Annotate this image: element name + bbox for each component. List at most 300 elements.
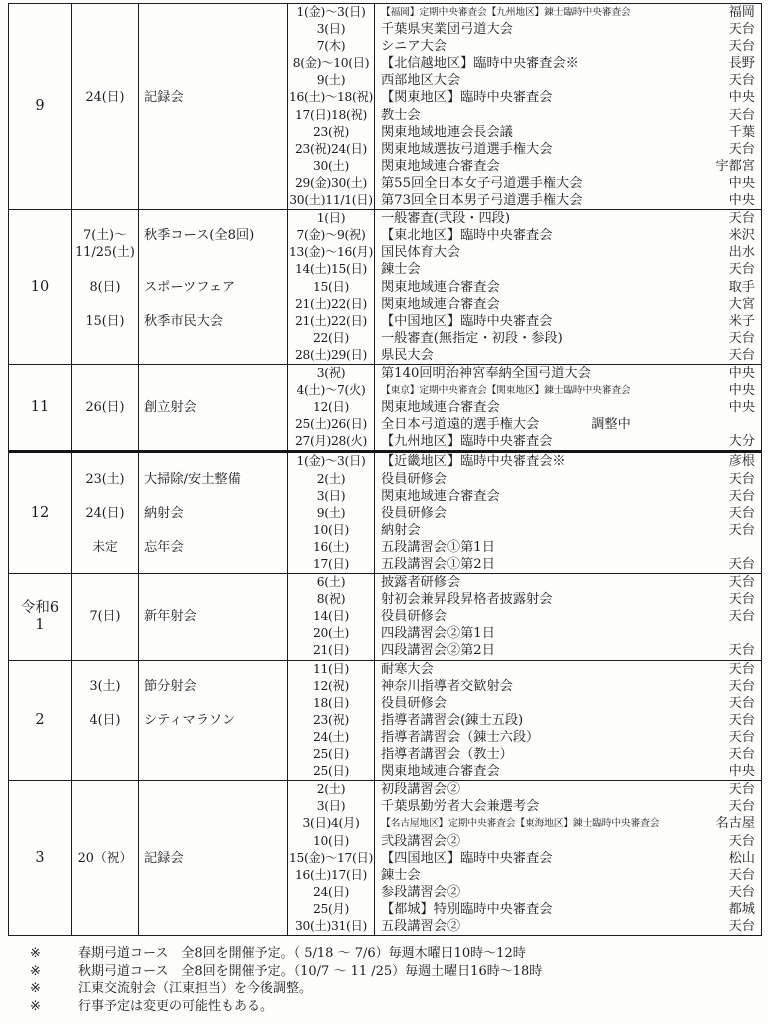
club-date (72, 55, 138, 72)
schedule-date: 15(日) (312, 279, 350, 294)
schedule-date: 10(日) (312, 522, 350, 537)
event-column (374, 661, 761, 781)
club-date (72, 884, 138, 901)
schedule-date-column (287, 4, 374, 209)
event-location: 天台 (728, 22, 755, 38)
month-label: 1 (35, 616, 45, 633)
schedule-row (375, 712, 761, 729)
club-date (72, 261, 138, 278)
event-location: 天台 (728, 799, 755, 815)
club-event (139, 21, 287, 38)
club-event: 忘年会 (144, 539, 184, 555)
footnote-text: 春期弓道コース 全8回を開催予定。（ 5/18 ～ 7/6）毎週木曜日10時～12時 (78, 946, 526, 961)
schedule-row (375, 729, 761, 746)
event-title: 関東地域連合審査会 (381, 279, 500, 295)
club-date (72, 815, 138, 832)
event-title: 【都城】特別臨時中央審査会 (381, 901, 553, 917)
club-date: 20（祝） (77, 850, 133, 866)
club-event (139, 296, 287, 313)
footnote-marker: ※ (30, 946, 41, 961)
club-event: 新年射会 (144, 609, 197, 625)
event-location: 千葉 (728, 124, 755, 140)
schedule-row (375, 505, 761, 522)
schedule-row (375, 453, 761, 470)
event-title: 関東地域連合審査会 (381, 400, 500, 416)
club-date-column (71, 4, 138, 209)
schedule-date: 24(土) (312, 729, 350, 744)
schedule-row (375, 918, 761, 935)
club-event (139, 453, 287, 470)
club-event (139, 488, 287, 505)
club-date (72, 72, 138, 89)
schedule-date: 21(土)22(日) (294, 313, 368, 328)
event-title: 国民体育大会 (381, 245, 461, 261)
schedule-date: 30(土)31(日) (294, 918, 368, 933)
footnote-line (30, 980, 542, 998)
schedule-date: 21(日) (312, 643, 350, 658)
event-title: 五段講習会①第1日 (381, 539, 495, 555)
schedule-date: 4(土)～7(火) (296, 383, 366, 398)
event-location: 米子 (728, 313, 755, 329)
club-event (139, 433, 287, 450)
schedule-row (375, 695, 761, 712)
schedule-date: 30(土)11/1(日) (289, 193, 373, 208)
schedule-date: 2(土) (316, 471, 346, 486)
schedule-row (375, 556, 761, 573)
club-event (139, 625, 287, 642)
club-date (72, 107, 138, 124)
club-event (139, 763, 287, 780)
event-title: 千葉県勤労者大会兼選考会 (381, 799, 540, 815)
club-event (139, 330, 287, 347)
club-event (139, 918, 287, 935)
schedule-date: 7(金)～9(祝) (296, 228, 366, 243)
club-date (72, 382, 138, 399)
schedule-row (375, 815, 761, 832)
event-title: シニア大会 (381, 39, 447, 55)
schedule-row (375, 471, 761, 488)
club-event: 節分射会 (144, 678, 197, 694)
schedule-date: 11(日) (312, 661, 350, 676)
schedule-date: 23(祝) (312, 124, 350, 139)
club-event (139, 347, 287, 364)
schedule-row (375, 89, 761, 106)
event-location: 中央 (728, 365, 755, 381)
month-section (9, 573, 761, 659)
schedule-row (375, 158, 761, 175)
event-column (374, 574, 761, 659)
event-location: 都城 (728, 901, 755, 917)
schedule-date: 9(土) (316, 73, 346, 88)
event-title: 五段講習会①第2日 (381, 557, 495, 572)
schedule-row (375, 399, 761, 416)
event-title: 指導者講習会（教士） (381, 747, 513, 763)
club-event (139, 729, 287, 746)
club-date (72, 21, 138, 38)
schedule-date: 7(木) (316, 39, 346, 54)
club-date-column (71, 453, 138, 573)
schedule-row (375, 781, 761, 798)
schedule-row (375, 261, 761, 278)
event-title: 一般審査(弐段・四段) (381, 211, 510, 227)
schedule-row (375, 210, 761, 227)
event-location: 天台 (728, 661, 755, 677)
schedule-date: 27(月)28(火) (294, 434, 368, 449)
schedule-date: 16(土) (312, 539, 350, 554)
schedule-date: 25(月) (312, 901, 350, 916)
event-title: 全日本弓道遠的選手権大会 調整中 (381, 417, 631, 433)
schedule-row (375, 522, 761, 539)
event-location: 天台 (728, 747, 755, 763)
event-location: 中央 (728, 383, 755, 399)
event-title: 錬士会 (381, 262, 421, 278)
club-date (72, 38, 138, 55)
month-cell (9, 4, 71, 209)
event-title: 第55回全日本女子弓道選手権大会 (381, 175, 583, 191)
event-title: 【関東地区】臨時中央審査会 (381, 90, 553, 106)
club-date (72, 347, 138, 364)
club-date (72, 556, 138, 573)
club-date: 26(日) (85, 400, 125, 416)
event-location: 天台 (728, 262, 755, 278)
schedule-row (375, 833, 761, 850)
club-date: 未定 (92, 539, 118, 555)
month-cell (9, 210, 71, 364)
event-title: 【東京】定期中央審査会【関東地区】錬士臨時中央審査会 (381, 385, 631, 397)
club-date (72, 642, 138, 659)
club-date (72, 453, 138, 470)
status-note: 調整中 (591, 417, 631, 433)
club-event (139, 642, 287, 659)
footnote-text: 行事予定は変更の可能性もある。 (78, 998, 274, 1014)
event-title: 四段講習会②第1日 (381, 626, 495, 642)
club-date-column (71, 574, 138, 659)
club-event (139, 365, 287, 382)
event-title: 第140回明治神宮奉納全国弓道大会 (381, 365, 591, 381)
event-location: 中央 (728, 193, 755, 209)
month-section (9, 4, 761, 209)
club-date (72, 763, 138, 780)
schedule-row (375, 661, 761, 678)
event-title: 関東地域連合審査会 (381, 764, 500, 780)
club-date-column (71, 210, 138, 364)
club-date (72, 4, 138, 21)
event-location: 天台 (728, 592, 755, 608)
schedule-date: 14(日) (312, 609, 350, 624)
club-event-column (138, 453, 287, 573)
schedule-date: 6(土) (316, 575, 346, 590)
schedule-row (375, 244, 761, 261)
event-title: 千葉県実業団弓道大会 (381, 22, 513, 38)
club-date (72, 798, 138, 815)
schedule-row (375, 678, 761, 695)
footnote-text: 秋期弓道コース 全8回を開催予定。（10/7 ～ 11 /25）毎週土曜日16時～18時 (78, 963, 543, 979)
footnote-marker: ※ (30, 963, 41, 979)
month-cell (9, 365, 71, 450)
event-location: 天台 (728, 782, 755, 798)
club-date: 15(日) (85, 313, 125, 329)
schedule-row (375, 539, 761, 556)
footnote-marker: ※ (30, 998, 41, 1014)
club-date (72, 365, 138, 382)
month-label: 10 (30, 278, 50, 295)
event-title: 四段講習会②第2日 (381, 643, 495, 659)
event-title: 西部地区大会 (381, 73, 461, 89)
schedule-row (375, 884, 761, 901)
club-event (139, 4, 287, 21)
club-date (72, 901, 138, 918)
club-event (139, 55, 287, 72)
club-date (72, 918, 138, 935)
schedule-date: 17(日) (312, 557, 350, 571)
schedule-row (375, 347, 761, 364)
club-date (72, 433, 138, 450)
footnote-line (30, 945, 542, 963)
club-event (139, 884, 287, 901)
schedule-row (375, 141, 761, 158)
club-date-column (71, 781, 138, 935)
event-location: 天台 (728, 211, 755, 227)
event-location: 天台 (728, 347, 755, 363)
event-title: 耐寒大会 (381, 661, 434, 677)
footnotes (30, 945, 542, 1015)
event-location: 天台 (728, 73, 755, 89)
month-section (9, 450, 761, 573)
club-date: 23(土) (85, 471, 125, 487)
event-location: 中央 (728, 764, 755, 780)
event-location: 天台 (728, 609, 755, 625)
schedule-row (375, 488, 761, 505)
event-title: 参段講習会② (381, 884, 461, 900)
club-date (72, 296, 138, 313)
schedule-date: 30(土) (312, 158, 350, 173)
club-event: スポーツフェア (144, 279, 236, 295)
event-location: 福岡 (728, 5, 755, 20)
club-event (139, 124, 287, 141)
event-location: 天台 (728, 522, 755, 538)
event-title: 【北信越地区】臨時中央審査会※ (381, 56, 579, 72)
event-location: 天台 (728, 471, 755, 487)
month-cell (9, 453, 71, 573)
event-location: 中央 (728, 175, 755, 191)
event-location: 天台 (728, 884, 755, 900)
month-label: 9 (35, 98, 45, 115)
club-event (139, 867, 287, 884)
club-event-column (138, 365, 287, 450)
club-event (139, 522, 287, 539)
club-event (139, 695, 287, 712)
schedule-row (375, 313, 761, 330)
schedule-date-column (287, 574, 374, 659)
schedule-date: 23(祝)24(日) (294, 141, 368, 156)
club-event: 記録会 (144, 90, 184, 106)
club-event (139, 210, 287, 227)
club-event (139, 38, 287, 55)
event-location: 彦根 (728, 454, 755, 470)
club-date (72, 625, 138, 642)
club-date (72, 746, 138, 763)
schedule-date: 18(日) (312, 695, 350, 710)
event-column (374, 781, 761, 935)
event-title: 関東地域地連会長会議 (381, 124, 513, 140)
club-event: シティマラソン (144, 712, 236, 728)
schedule-date: 20(土) (312, 626, 350, 641)
schedule-date: 3(日) (316, 799, 346, 814)
club-event (139, 175, 287, 192)
schedule-row (375, 416, 761, 433)
club-event (139, 107, 287, 124)
schedule-row (375, 4, 761, 21)
club-event (139, 781, 287, 798)
schedule-date-column (287, 781, 374, 935)
schedule-date: 3(祝) (316, 365, 346, 380)
month-section (9, 780, 761, 935)
schedule-date: 12(祝) (312, 678, 350, 693)
footnote-line (30, 963, 542, 981)
club-event (139, 158, 287, 175)
event-title: 役員研修会 (381, 471, 447, 487)
month-cell (9, 661, 71, 781)
event-location: 取手 (728, 279, 755, 295)
club-date (72, 330, 138, 347)
month-cell (9, 574, 71, 659)
club-event: 大掃除/安土整備 (144, 471, 241, 487)
schedule-row (375, 901, 761, 918)
club-date (72, 833, 138, 850)
schedule-date: 13(金)～16(月) (288, 245, 374, 260)
schedule-row (375, 763, 761, 780)
club-date (72, 867, 138, 884)
event-title: 【近畿地区】臨時中央審査会※ (381, 454, 566, 470)
club-date: 11/25(土) (75, 245, 135, 261)
schedule-date: 28(土)29(日) (294, 347, 368, 362)
event-title: 関東地域連合審査会 (381, 296, 500, 312)
schedule-row (375, 625, 761, 642)
schedule-row (375, 382, 761, 399)
schedule-date-column (287, 453, 374, 573)
club-event (139, 382, 287, 399)
event-location: 大宮 (728, 296, 755, 312)
schedule-row (375, 38, 761, 55)
event-location: 宇都宮 (715, 158, 755, 174)
schedule-date: 1(日) (316, 211, 346, 226)
event-location: 大分 (728, 434, 755, 450)
schedule-row (375, 21, 761, 38)
event-location: 米沢 (728, 228, 755, 244)
club-date (72, 522, 138, 539)
schedule-date: 9(土) (316, 505, 346, 520)
event-title: 第73回全日本男子弓道選手権大会 (381, 193, 583, 209)
club-date (72, 781, 138, 798)
club-event: 創立射会 (144, 400, 197, 416)
event-location: 天台 (728, 712, 755, 728)
event-location: 長野 (728, 56, 755, 72)
event-title: 県民大会 (381, 347, 434, 363)
schedule-row (375, 365, 761, 382)
event-location: 天台 (728, 557, 755, 572)
event-title: 初段講習会② (381, 782, 461, 798)
club-event: 秋季コース(全8回) (144, 228, 255, 244)
schedule-date: 2(土) (316, 782, 346, 797)
event-location: 天台 (728, 488, 755, 504)
month-label: 2 (35, 711, 45, 728)
event-location: 中央 (728, 400, 755, 416)
club-event: 秋季市民大会 (144, 313, 224, 329)
schedule-row (375, 746, 761, 763)
schedule-row (375, 850, 761, 867)
event-title: 納射会 (381, 522, 421, 538)
event-location: 中央 (728, 90, 755, 106)
club-event (139, 815, 287, 832)
club-event-column (138, 4, 287, 209)
club-event (139, 141, 287, 158)
club-date (72, 488, 138, 505)
event-location: 天台 (728, 141, 755, 157)
club-event-column (138, 574, 287, 659)
event-title: 披露者研修会 (381, 575, 461, 591)
event-title: 錬士会 (381, 867, 421, 883)
event-title: 役員研修会 (381, 695, 447, 711)
schedule-date: 1(金)～3(日) (296, 5, 366, 19)
month-section (9, 209, 761, 364)
club-date (72, 729, 138, 746)
schedule-date: 24(日) (312, 884, 350, 899)
club-date (72, 192, 138, 209)
event-title: 一般審査(無指定・初段・参段) (381, 330, 563, 346)
schedule-row (375, 227, 761, 244)
schedule-date: 23(祝) (312, 712, 350, 727)
schedule-date: 3(日) (316, 22, 346, 37)
schedule-row (375, 574, 761, 591)
event-title: 【東北地区】臨時中央審査会 (381, 228, 553, 244)
club-event (139, 746, 287, 763)
club-date: 7(土)～ (83, 228, 127, 244)
club-event-column (138, 210, 287, 364)
event-title: 関東地域連合審査会 (381, 158, 500, 174)
schedule-date: 3(日) (316, 488, 346, 503)
club-event (139, 798, 287, 815)
event-title: 役員研修会 (381, 609, 447, 625)
schedule-row (375, 433, 761, 450)
event-title: 【中国地区】臨時中央審査会 (381, 313, 553, 329)
event-location: 天台 (728, 729, 755, 745)
club-date (72, 574, 138, 591)
schedule-date: 17(日)18(祝) (294, 107, 368, 122)
month-section (9, 660, 761, 781)
schedule-date: 8(祝) (316, 592, 346, 607)
schedule-date: 25(土)26(日) (294, 417, 368, 432)
event-column (374, 365, 761, 450)
event-location: 天台 (728, 678, 755, 694)
event-title: 五段講習会② (381, 918, 461, 934)
month-cell (9, 781, 71, 935)
schedule-date: 10(日) (312, 833, 350, 848)
club-date: 8(日) (89, 279, 121, 295)
club-date-column (71, 365, 138, 450)
schedule-row (375, 55, 761, 72)
event-title: 指導者講習会(錬士五段) (381, 712, 524, 728)
club-event (139, 591, 287, 608)
schedule-row (375, 296, 761, 313)
schedule-date: 29(金)30(土) (294, 175, 368, 190)
schedule-date-column (287, 210, 374, 364)
event-location: 天台 (728, 39, 755, 55)
event-title: 指導者講習会（錬士六段） (381, 729, 540, 745)
schedule-row (375, 107, 761, 124)
schedule-date: 25(日) (312, 747, 350, 762)
schedule-date: 16(土)17(日) (294, 867, 368, 882)
event-column (374, 4, 761, 209)
